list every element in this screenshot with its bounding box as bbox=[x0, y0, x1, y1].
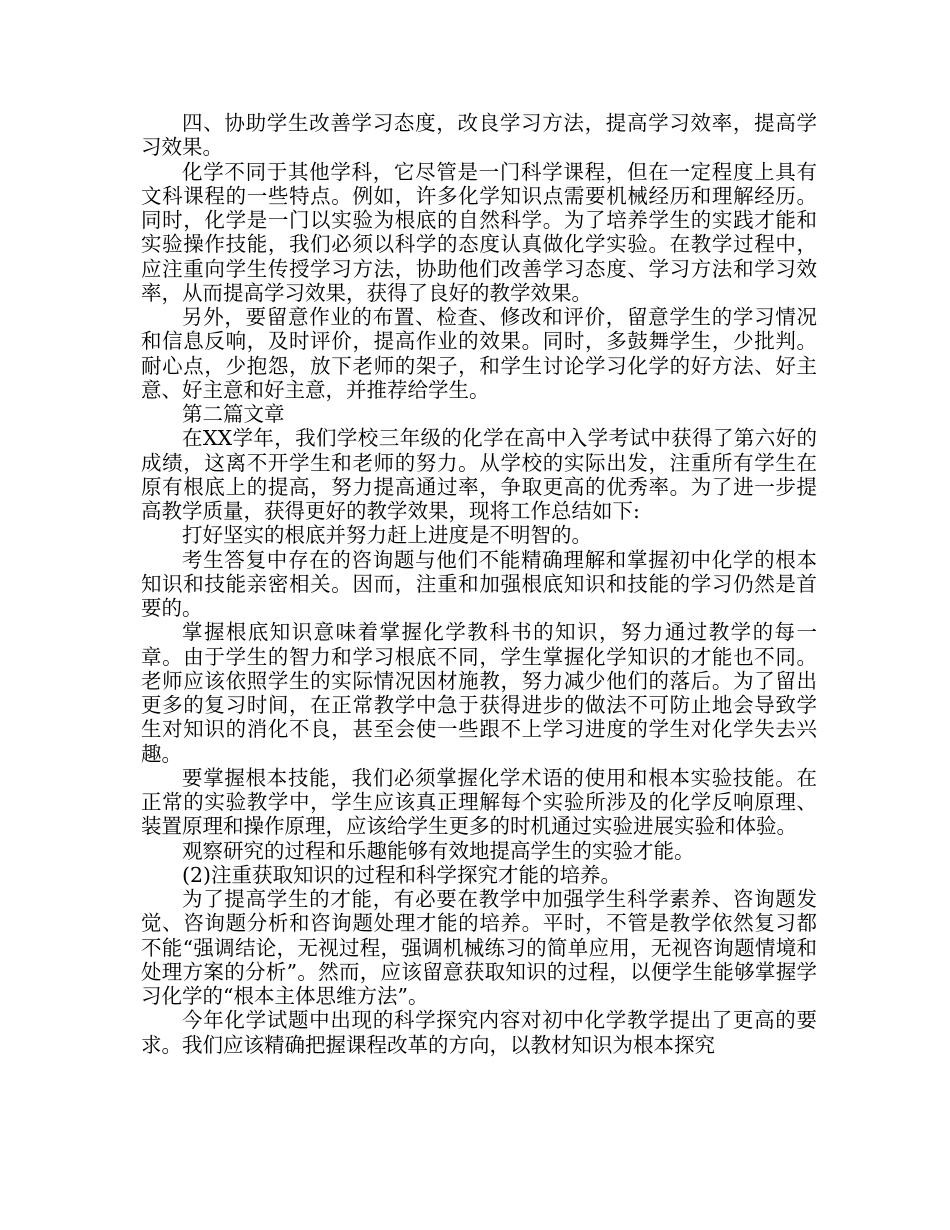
paragraph-scientific-inquiry: 今年化学试题中出现的科学探究内容对初中化学教学提出了更高的要求。我们应该精确把握课程改革的方向，以教材知识为根本探究 bbox=[141, 1008, 817, 1057]
paragraph-solid-foundation: 打好坚实的根底并努力赶上进度是不明智的。 bbox=[182, 523, 592, 548]
paragraph-section-four-heading: 四、协助学生改善学习态度，改良学习方法，提高学习效率，提高学习效果。 bbox=[141, 111, 817, 160]
paragraph-basic-knowledge-issues: 考生答复中存在的咨询题与他们不能精确理解和掌握初中化学的根本知识和技能亲密相关。因而，注重和加强根底知识和技能的学习仍然是首要的。 bbox=[141, 547, 817, 620]
section-heading-second-article: 第二篇文章 bbox=[182, 402, 285, 426]
paragraph-knowledge-process-heading: (2)注重获取知识的过程和科学探究才能的培养。 bbox=[182, 862, 622, 887]
paragraph-homework-evaluation: 另外，要留意作业的布置、检查、修改和评价，留意学生的学习情况和信息反响，及时评价，提高作业的效果。同时，多鼓舞学生，少批判。耐心点，少抱怨，放下老师的架子，和学生讨论学习化学的好方法、好主意、好主意和好主意，并推荐给学生。 bbox=[141, 305, 817, 402]
paragraph-chemistry-characteristics: 化学不同于其他学科，它尽管是一门科学课程，但在一定程度上具有文科课程的一些特点。例如，许多化学知识点需要机械经历和理解经历。同时，化学是一门以实验为根底的自然科学。为了培养学生的实践才能和实验操作技能，我们必须以科学的态度认真做化学实验。在教学过程中，应注重向学生传授学习方法，协助他们改善学习态度、学习方法和学习效率，从而提高学习效果，获得了良好的教学效果。 bbox=[141, 159, 817, 305]
paragraph-school-results: 在XX学年，我们学校三年级的化学在高中入学考试中获得了第六好的成绩，这离不开学生和老师的努力。从学校的实际出发，注重所有学生在原有根底上的提高，努力提高通过率，争取更高的优秀率。为了进一步提高教学质量，获得更好的教学效果，现将工作总结如下: bbox=[141, 426, 817, 523]
paragraph-ability-cultivation: 为了提高学生的才能，有必要在教学中加强学生科学素养、咨询题发觉、咨询题分析和咨询题处理才能的培养。平时，不管是教学依然复习都不能“强调结论，无视过程，强调机械练习的简单应用，无视咨询题情境和处理方案的分析”。然而，应该留意获取知识的过程，以便学生能够掌握学习化学的“根本主体思维方法”。 bbox=[141, 887, 817, 1008]
document-body bbox=[141, 111, 817, 1057]
paragraph-observation-research: 观察研究的过程和乐趣能够有效地提高学生的实验才能。 bbox=[182, 838, 695, 863]
paragraph-basic-skills: 要掌握根本技能，我们必须掌握化学术语的使用和根本实验技能。在正常的实验教学中，学生应该真正理解每个实验所涉及的化学反响原理、装置原理和操作原理，应该给学生更多的时机通过实验进展实验和体验。 bbox=[141, 765, 817, 839]
paragraph-mastering-textbook: 掌握根底知识意味着掌握化学教科书的知识，努力通过教学的每一章。由于学生的智力和学习根底不同，学生掌握化学知识的才能也不同。老师应该依照学生的实际情况因材施教，努力减少他们的落后。为了留出更多的复习时间，在正常教学中急于获得进步的做法不可防止地会导致学生对知识的消化不良，甚至会使一些跟不上学习进度的学生对化学失去兴趣。 bbox=[141, 620, 817, 766]
